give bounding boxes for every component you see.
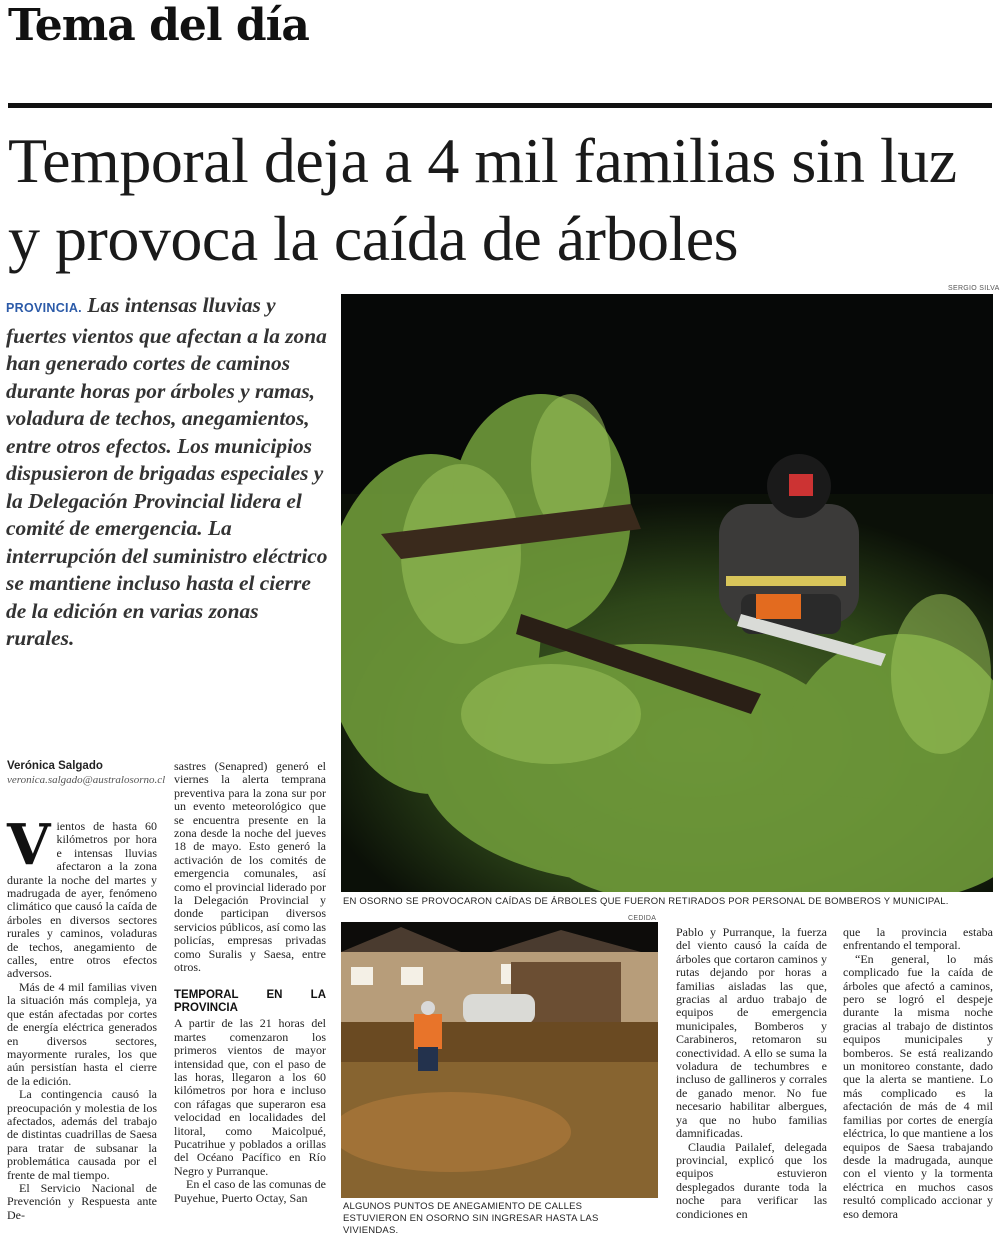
body-column-4 bbox=[843, 926, 993, 1244]
col2-paragraph-2: A partir de las 21 horas del martes comenzaron los primeros vientos de mayor intensidad que, con el paso de las horas, llegaron a los 60 kilómetros por hora e incluso con ráfagas que superaron esa velocidad en localidades del litoral, como Maicolpué, Pucatrihue y poblados a orillas del Océano Pacífico en Río Negro y Purranque. bbox=[174, 1016, 326, 1178]
col2-paragraph-1: sastres (Senapred) generó el viernes la alerta temprana preventiva para la zona sur por un evento meteorológico que se encuentra presente en la zona desde la noche del jueves 18 de mayo. Esto generó la activación de los comités de emergencia comunales, así como el provincial liderado por la Delegación Provincial y donde participan diversos servicios públicos, así como las policías, empresas privadas como Suralis y Saesa, entre otros. bbox=[174, 759, 326, 975]
col1-paragraph-4: El Servicio Nacional de Prevención y Respuesta ante De- bbox=[7, 1180, 157, 1222]
col2-subhead: TEMPORAL EN LA PROVINCIA bbox=[174, 988, 326, 1014]
second-photo-credit: CEDIDA bbox=[628, 915, 657, 922]
section-title: Tema del día bbox=[8, 0, 309, 51]
col2-paragraph-3: En el caso de las comunas de Puyehue, Puerto Octay, San bbox=[174, 1177, 326, 1205]
main-photo-caption: EN OSORNO SE PROVOCARON CAÍDAS DE ÁRBOLES QUE FUERON RETIRADOS POR PERSONAL DE BOMBEROS Y MUNICIPAL. bbox=[343, 896, 949, 907]
byline-email: veronica.salgado@australosorno.cl bbox=[7, 774, 166, 786]
body-column-2 bbox=[174, 760, 326, 1205]
main-photo-credit: SERGIO SILVA bbox=[948, 285, 1000, 292]
col3-paragraph-1: Pablo y Purranque, la fuerza del viento causó la caída de árboles que cortaron caminos y rutas dejando por horas a familias aisladas las que, gracias al arduo trabajo de equipos de emergencia municipales, Bomberos y Carabineros, retomaron su conectividad. A ello se suma la voladura de techumbres e incluso de gallineros y corrales de ganado menor. No fue necesario habilitar albergues, ya que no hubo familias damnificadas. bbox=[676, 925, 827, 1141]
second-photo-caption: ALGUNOS PUNTOS DE ANEGAMIENTO DE CALLES ESTUVIERON EN OSORNO SIN INGRESAR HASTA LAS VIVIENDAS. bbox=[343, 1201, 599, 1236]
header-rule bbox=[8, 103, 992, 108]
col3-paragraph-2: Claudia Pailalef, delegada provincial, explicó que los equipos estuvieron desplegados durante toda la noche para verificar las condiciones en bbox=[676, 1139, 827, 1221]
main-photo-image bbox=[341, 294, 993, 892]
dropcap: V bbox=[7, 812, 51, 878]
byline-author: Verónica Salgado bbox=[7, 760, 103, 772]
second-photo-image bbox=[341, 922, 658, 1198]
second-photo bbox=[341, 922, 658, 1198]
body-column-3 bbox=[676, 926, 827, 1221]
lede-text: Las intensas lluvias y fuertes vientos que afectan a la zona han generado cortes de caminos durante horas por árboles y ramas, voladura de techos, anegamientos, entre otros efectos. Los municipios dispusieron de brigadas especiales y la Delegación Provincial lidera el comité de emergencia. La interrupción del suministro eléctrico se mantiene incluso hasta el cierre de la edición en varias zonas rurales. bbox=[6, 293, 328, 650]
lede-kicker: PROVINCIA. bbox=[6, 301, 82, 315]
body-column-1 bbox=[7, 812, 157, 1222]
col1-paragraph-2: Más de 4 mil familias viven la situación más compleja, ya que están afectadas por cortes de energía eléctrica generados en diversos sectores, mayormente rurales, los que aún persistían hasta el cierre de la edición. bbox=[7, 979, 157, 1088]
col4-paragraph-2: “En general, lo más complicado fue la caída de árboles que afectó a caminos, pero se logró el despeje durante la misma noche gracias al trabajo de distintos equipos municipales y bomberos. Se está realizando un monitoreo constante, dado que la alerta se mantiene. Lo más complicado es la afectación de más de 4 mil familias por cortes de energía eléctrica, lo que mantiene a los equipos de Saesa trabajando desde la madrugada, aunque con el viento y la tormenta eléctrica en muchos casos resultó complicado accionar y eso demora bbox=[843, 951, 993, 1221]
col4-paragraph-1: que la provincia estaba enfrentando el temporal. bbox=[843, 926, 993, 953]
headline: Temporal deja a 4 mil familias sin luz y provoca la caída de árboles bbox=[8, 125, 957, 274]
lede bbox=[6, 292, 328, 653]
main-photo bbox=[341, 294, 993, 892]
col1-paragraph-1: ientos de hasta 60 kilómetros por hora e intensas lluvias afectaron a la zona durante la noche del martes y madrugada de ayer, fenómeno climático que causó la caída de árboles en diversos sectores rurales y caminos, voladuras de techos, anegamiento de calles, entre otros efectos adversos. bbox=[7, 819, 157, 981]
col1-paragraph-3: La contingencia causó la preocupación y molestia de los afectados, además del trabajo de distintas cuadrillas de Saesa para tratar de subsanar la problemática causada por el frente de mal tiempo. bbox=[7, 1087, 157, 1182]
